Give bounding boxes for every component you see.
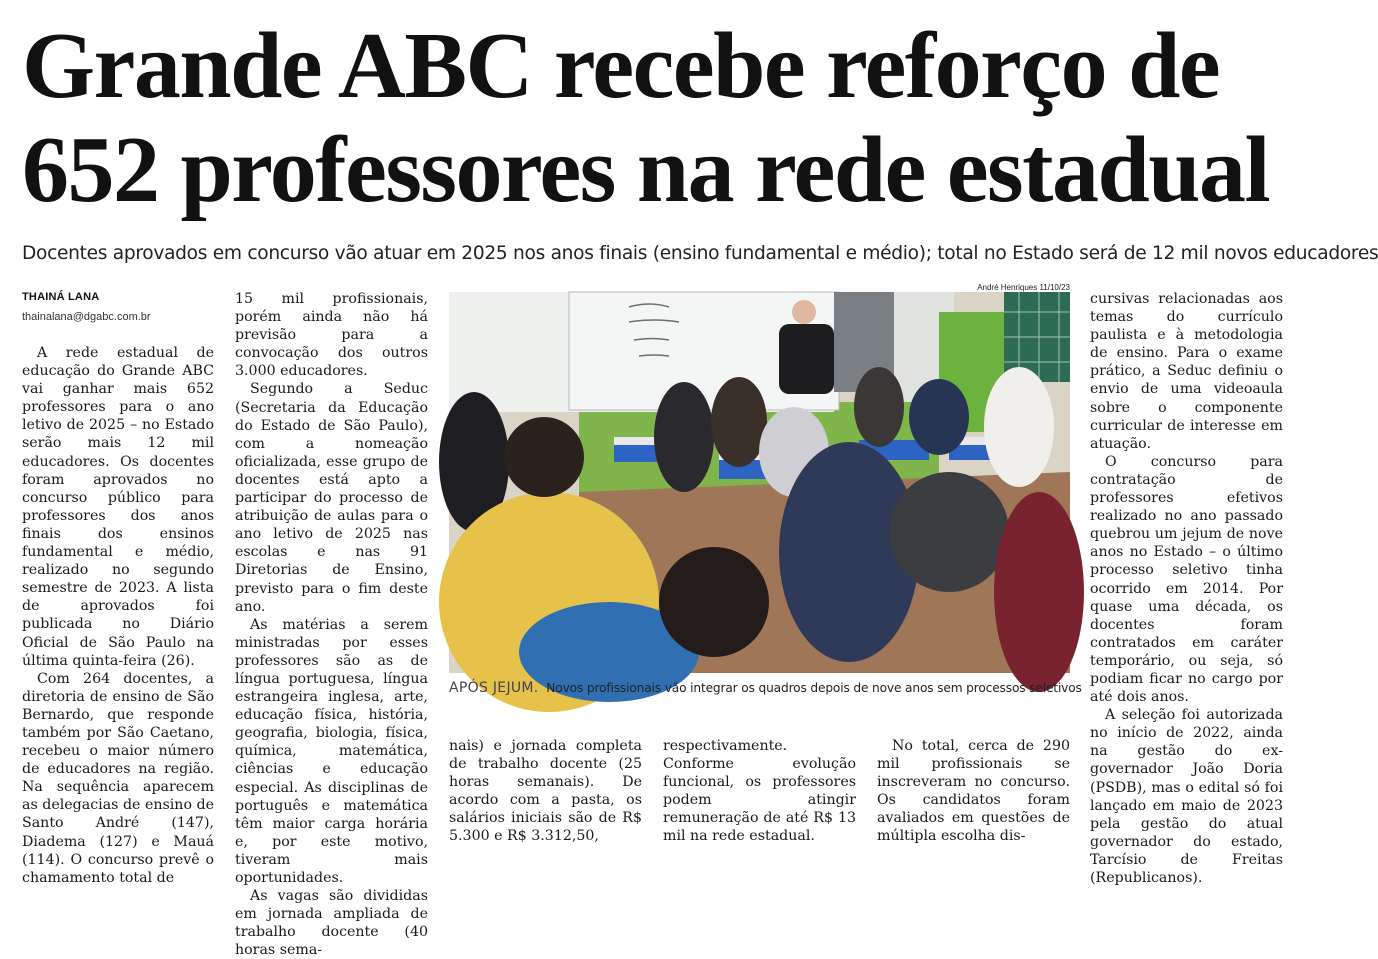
subheadline: Docentes aprovados em concurso vão atuar em 2025 nos anos finais (ensino fundamental e médio); total no Estado será de 12 mil novos educadores xyxy=(22,243,1378,264)
paragraph: respectivamente. Conforme evolução funcional, os professores podem atingir remuneração de até R$ 13 mil na rede estadual. xyxy=(663,738,856,845)
article-column-4 xyxy=(663,737,856,846)
article-column-3 xyxy=(449,737,642,846)
headline xyxy=(22,14,1292,222)
article-column-6 xyxy=(1090,290,1283,887)
photo-caption xyxy=(449,680,1089,696)
headline-line-2: 652 professores na rede estadual xyxy=(22,118,1270,222)
paragraph: As matérias a serem ministradas por esses professores são as de língua portuguesa, língua estrangeira inglesa, arte, educação física, história, geografia, biologia, física, química, matemática, ciências e educação especial. As disciplinas de português e matemática têm maior carga horária e, por este motivo, tiveram mais oportunidades. xyxy=(235,616,428,886)
paragraph: Segundo a Seduc (Secretaria da Educação do Estado de São Paulo), com a nomeação oficializada, esse grupo de docentes está apto a participar do processo de atribuição de aulas para o ano letivo de 2025 nas escolas e nas 91 Diretorias de Ensino, previsto para o fim deste ano. xyxy=(235,381,428,615)
paragraph: A seleção foi autorizada no início de 2022, ainda na gestão do ex-governador João Doria (PSDB), mas o edital só foi lançado em maio de 2023 pela gestão do atual governador do estado, Tarcísio de Freitas (Republicanos). xyxy=(1090,707,1283,886)
article-column-2 xyxy=(235,290,428,959)
article-column-1 xyxy=(22,344,214,887)
author-email[interactable]: thainalana@dgabc.com.br xyxy=(22,311,151,323)
paragraph: Com 264 docentes, a diretoria de ensino de São Bernardo, que responde também por São Caetano, recebeu o maior número de educadores na região. Na sequência aparecem as delegacias de ensino de Santo André (147), Diadema (127) e Mauá (114). O concurso prevê o chamamento total de xyxy=(22,670,214,886)
photo-credit: André Henriques 11/10/23 xyxy=(977,283,1070,292)
paragraph: 15 mil profissionais, porém ainda não há previsão para a convocação dos outros 3.000 educadores. xyxy=(235,291,428,380)
article-column-5 xyxy=(877,737,1070,846)
paragraph: A rede estadual de educação do Grande ABC vai ganhar mais 652 professores para o ano letivo de 2025 – no Estado serão mais 12 mil educadores. Os docentes foram aprovados no concurso público para professores dos anos finais dos ensinos fundamental e médio, realizado no segundo semestre de 2023. A lista de aprovados foi publicada no Diário Oficial de São Paulo na última quinta-feira (26). xyxy=(22,345,214,669)
paragraph: cursivas relacionadas aos temas do currículo paulista e à metodologia de ensino. Para o exame prático, a Seduc definiu o envio de uma videoaula sobre o componente curricular de interesse em atuação. xyxy=(1090,291,1283,452)
classroom-photo-illustration xyxy=(449,292,1070,673)
paragraph: No total, cerca de 290 mil profissionais se inscreveram no concurso. Os candidatos foram avaliados em questões de múltipla escolha dis- xyxy=(877,738,1070,845)
author-name: THAINÁ LANA xyxy=(22,291,100,303)
paragraph: nais) e jornada completa de trabalho docente (25 horas semanais). De acordo com a pasta, os salários iniciais são de R$ 5.300 e R$ 3.312,50, xyxy=(449,738,642,845)
caption-lead: APÓS JEJUM. xyxy=(449,680,539,696)
paragraph: As vagas são divididas em jornada ampliada de trabalho docente (40 horas sema- xyxy=(235,888,428,959)
headline-line-1: Grande ABC recebe reforço de xyxy=(22,14,1220,118)
caption-text: Novos profissionais vão integrar os quadros depois de nove anos sem processos seletivos xyxy=(546,681,1082,695)
classroom-photo xyxy=(449,292,1070,673)
paragraph: O concurso para contratação de professores efetivos realizado no ano passado quebrou um jejum de nove anos no Estado – o último processo seletivo tinha ocorrido em 2014. Por quase uma década, os docentes foram contratados em caráter temporário, ou seja, só podiam ficar no cargo por até dois anos. xyxy=(1090,453,1283,706)
